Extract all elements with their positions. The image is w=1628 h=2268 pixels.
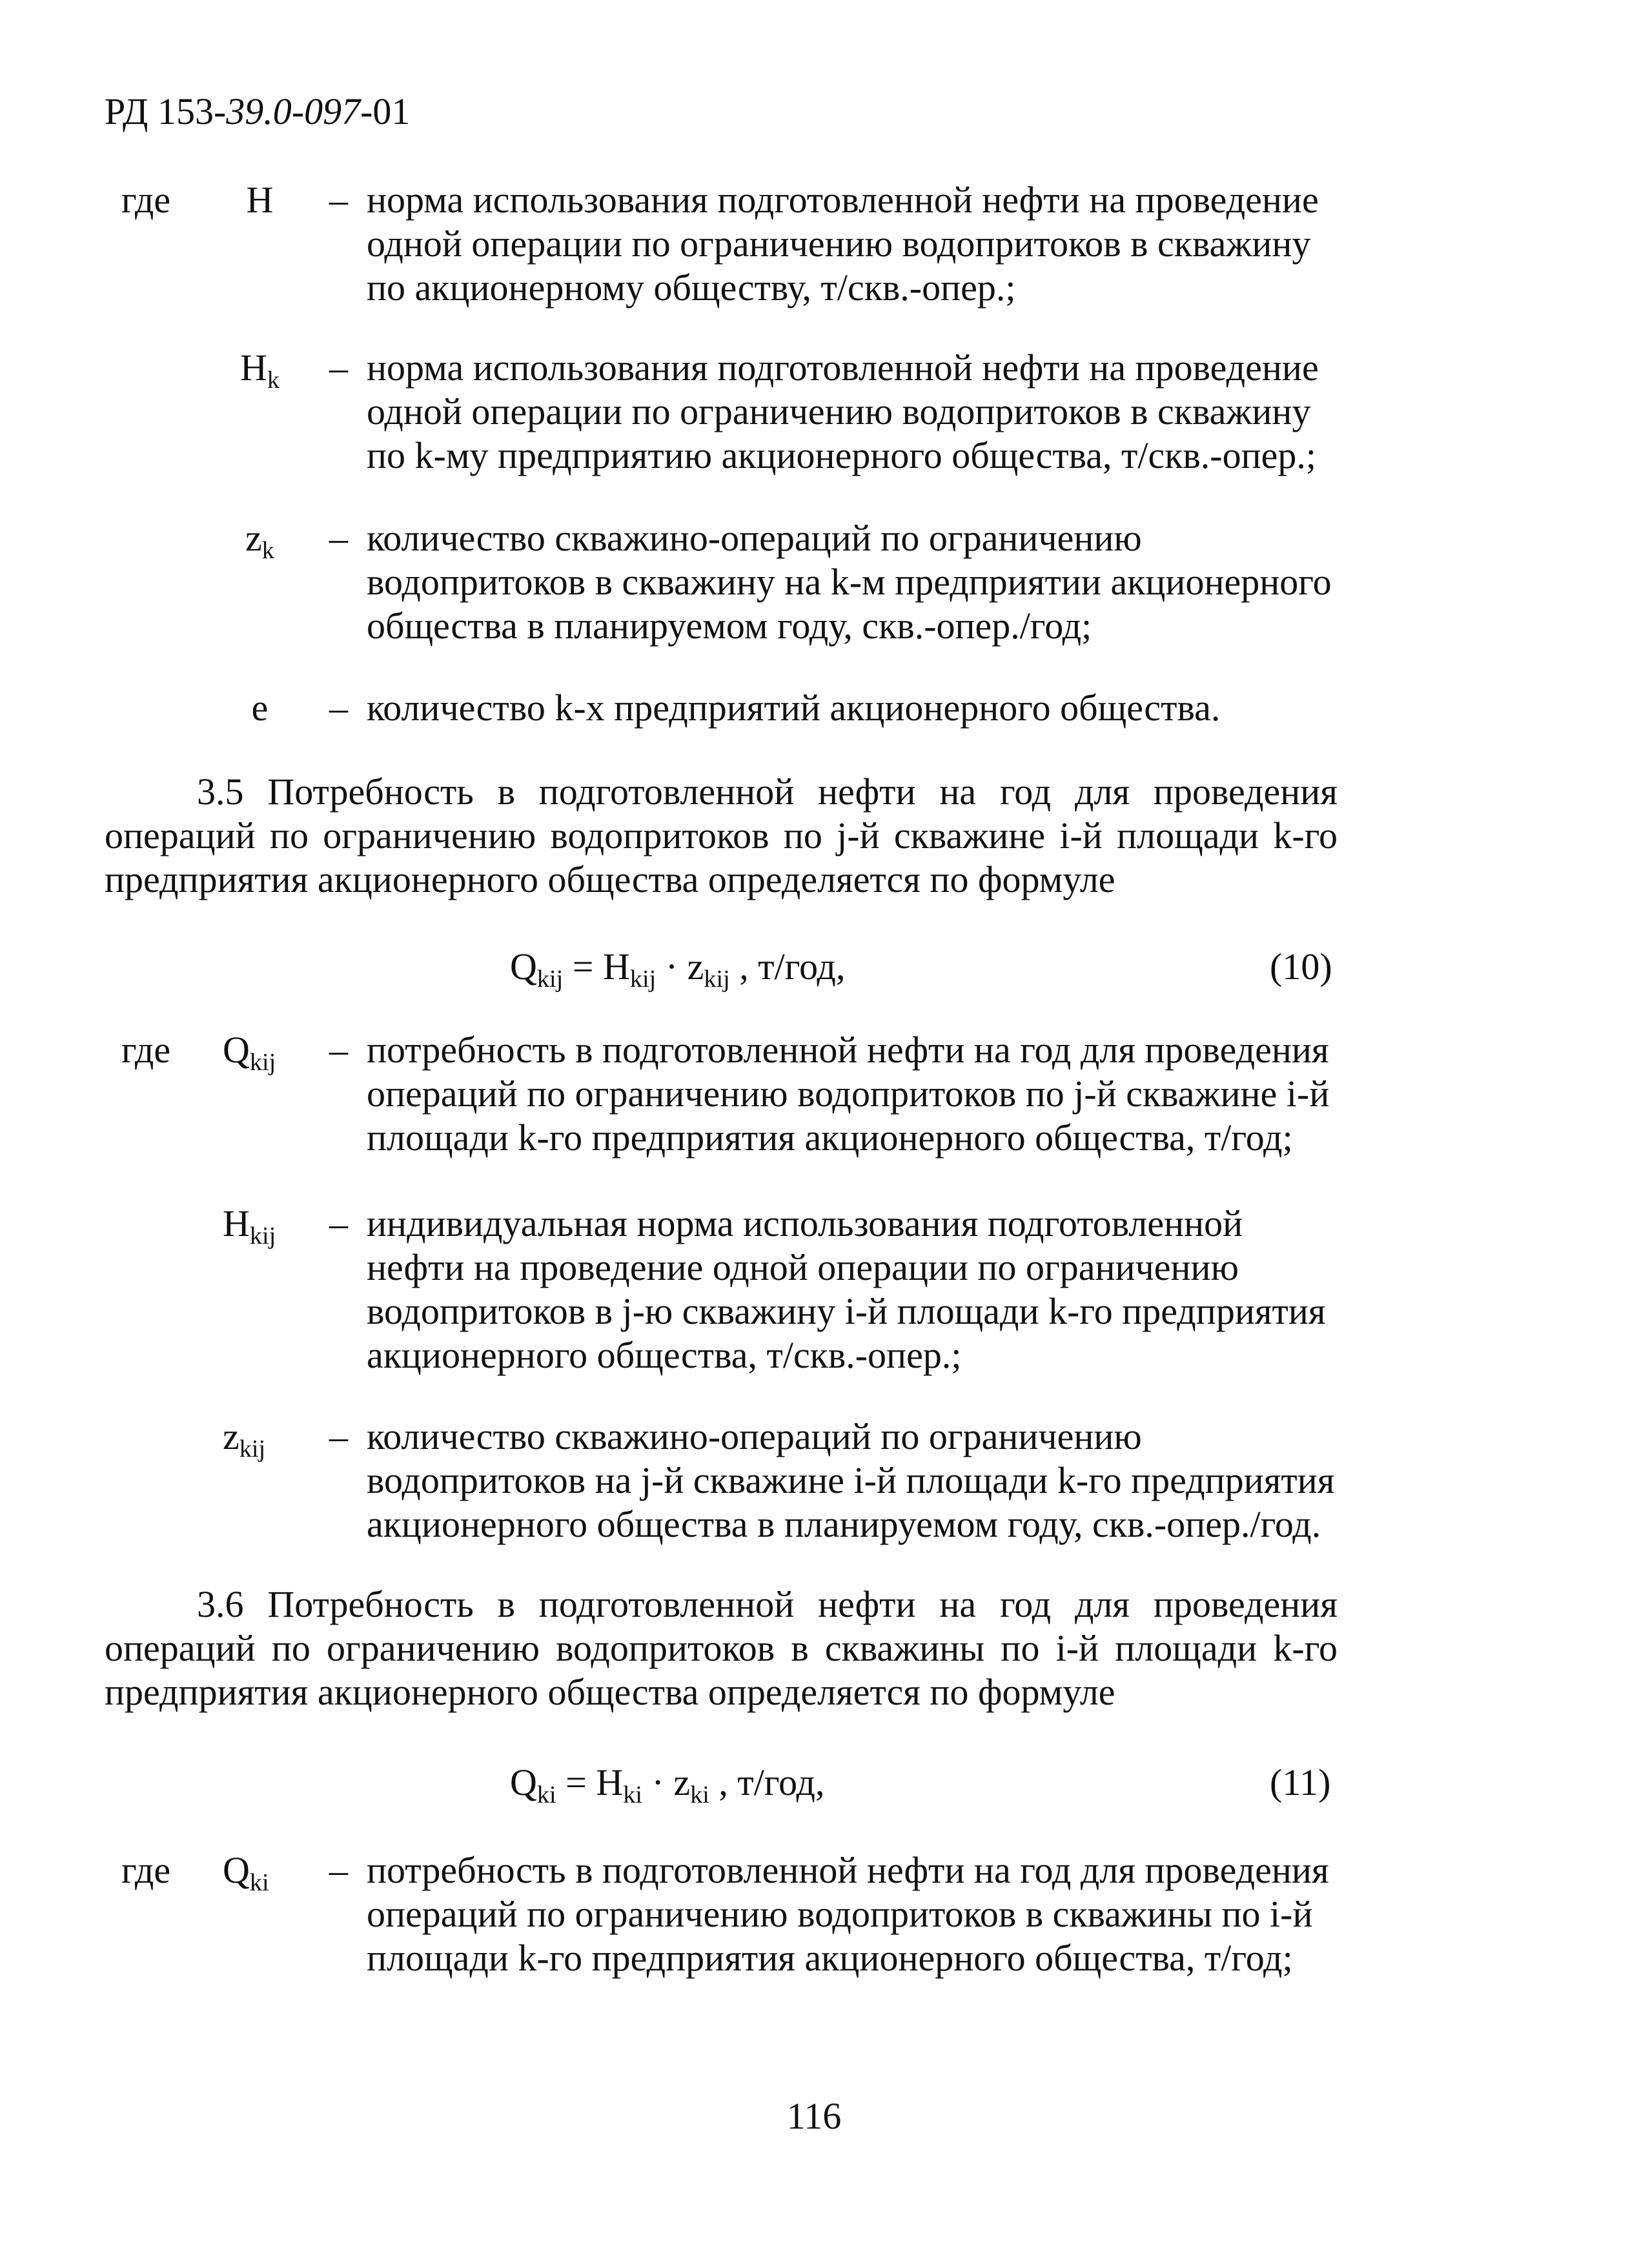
definition-dash: – [329, 1849, 348, 1891]
definition-symbol: $Н_{kij}$ [223, 1202, 276, 1250]
where-label: где [121, 1849, 171, 1891]
definition-dash: – [329, 179, 348, 221]
definition-text: потребность в подготовленной нефти на год для проведения операций по ограничению водопритоков по j-й скважине i-й площади k-го предприятия акционерного общества, т/год; [367, 1029, 1330, 1159]
definition-symbol: $Н_k$ [239, 347, 280, 394]
definition-symbol: $z_k$ [245, 517, 274, 565]
definition-text: норма использования подготовленной нефти на проведение одной операции по ограничению водопритоков в скважину по акционерному обществу, т/скв.-опер.; [367, 179, 1319, 309]
definition-dash: – [329, 1415, 348, 1457]
formula-10: $Q_{kij} = Н_{kij} \cdot z_{kij}$ , т/год, [510, 946, 846, 993]
definition-text: количество скважино-операций по ограничению водопритоков на j-й скважине i-й площади k-го предприятия акционерного общества в планируемом году, скв.-опер./год. [367, 1415, 1335, 1545]
definition-dash: – [329, 517, 348, 559]
page-number: 116 [786, 2095, 842, 2137]
header-suffix: -01 [360, 90, 411, 132]
definition-symbol: е [251, 687, 269, 729]
definition-symbol: $z_{kij}$ [223, 1415, 266, 1463]
where-label: где [121, 1029, 171, 1071]
equation-number-10: (10) [1270, 946, 1332, 987]
paragraph-3-5: 3.5 Потребность в подготовленной нефти на год для проведения операций по ограничению водопритоков по j-й скважине i-й площади k-го предприятия акционерного общества определяется по формуле [105, 771, 1338, 900]
where-label: где [121, 179, 171, 221]
header-prefix: РД 153- [105, 90, 227, 132]
definition-dash: – [329, 1029, 348, 1071]
definition-text: количество скважино-операций по ограничению водопритоков в скважину на k-м предприятии акционерного общества в планируемом году, скв.-опер./год; [367, 517, 1332, 647]
header-handwritten-code: 39.0-097 [226, 90, 361, 132]
definition-text: количество k-х предприятий акционерного общества. [367, 687, 1221, 729]
paragraph-3-6: 3.6 Потребность в подготовленной нефти на год для проведения операций по ограничению водопритоков в скважины по i-й площади k-го предприятия акционерного общества определяется по формуле [105, 1583, 1338, 1713]
definition-dash: – [329, 687, 348, 729]
definition-symbol: Н [246, 179, 274, 221]
document-header [105, 89, 410, 134]
definition-symbol: $Q_{kij}$ [223, 1029, 276, 1077]
definition-dash: – [329, 347, 348, 389]
equation-number-11: (11) [1270, 1761, 1331, 1803]
definition-text: индивидуальная норма использования подготовленной нефти на проведение одной операции по ограничению водопритоков в j-ю скважину i-й площади k-го предприятия акционерного общества, т/скв.-опер.; [367, 1202, 1326, 1376]
definition-text: норма использования подготовленной нефти на проведение одной операции по ограничению водопритоков в скважину по k-му предприятию акционерного общества, т/скв.-опер.; [367, 347, 1319, 476]
formula-11: $Q_{ki} = Н_{ki} \cdot z_{ki}$ , т/год, [510, 1761, 825, 1809]
definition-text: потребность в подготовленной нефти на год для проведения операций по ограничению водопритоков в скважины по i-й площади k-го предприятия акционерного общества, т/год; [367, 1849, 1329, 1979]
definition-dash: – [329, 1202, 348, 1244]
definition-symbol: $Q_{ki}$ [223, 1849, 269, 1897]
